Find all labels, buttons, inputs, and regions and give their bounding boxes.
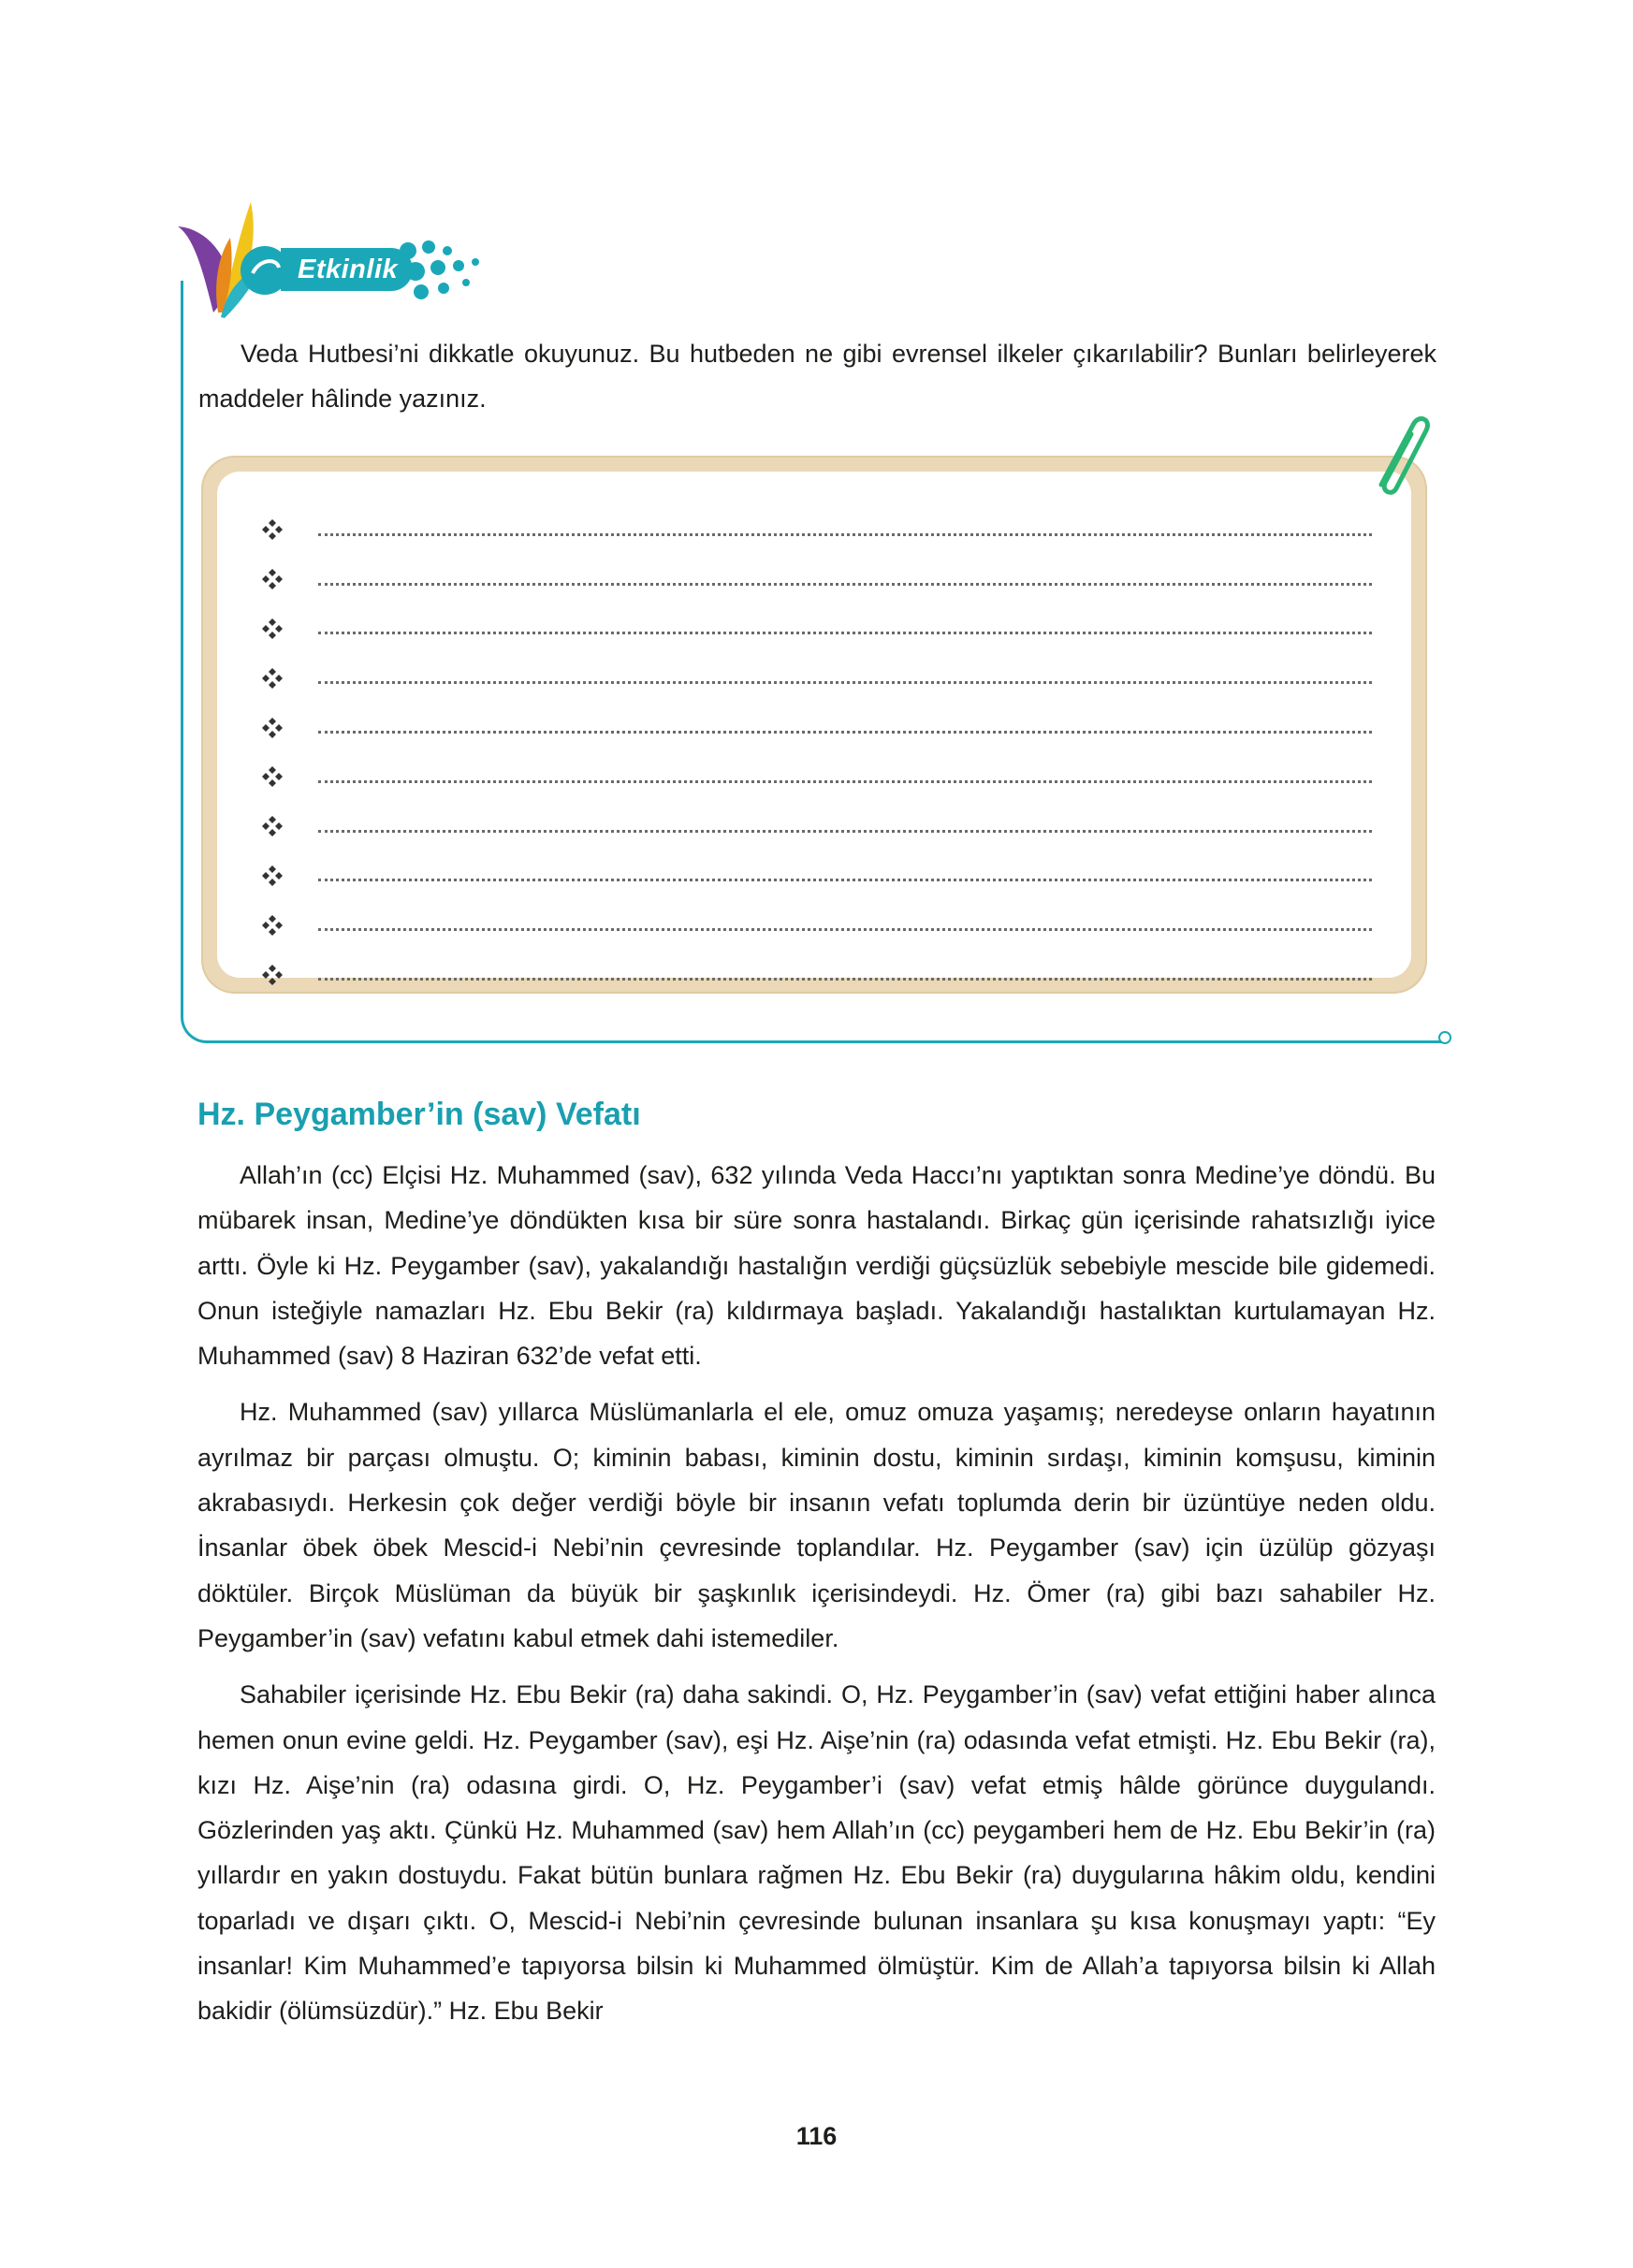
answer-line[interactable] bbox=[262, 703, 1372, 752]
dotted-answer-line[interactable] bbox=[318, 978, 1372, 981]
diamond-bullet-icon bbox=[262, 618, 283, 639]
answer-line[interactable] bbox=[262, 555, 1372, 604]
answer-card bbox=[201, 456, 1427, 994]
answer-line[interactable] bbox=[262, 900, 1372, 950]
diamond-bullet-icon bbox=[262, 816, 283, 836]
section-title: Hz. Peygamber’in (sav) Vefatı bbox=[197, 1097, 641, 1132]
dotted-answer-line[interactable] bbox=[318, 928, 1372, 931]
page-number: 116 bbox=[795, 2122, 838, 2150]
paragraph: Hz. Muhammed (sav) yıllarca Müslümanlarla el ele, omuz omuza yaşamış; neredeyse onların hayatının ayrılmaz bir parçası olmuştu. O; kiminin babası, kiminin dostu, kiminin sırdaşı, kiminin komşusu, kiminin akrabasıydı. Herkesin çok değer verdiği böyle bir insanın vefatı toplumda derin bir üzüntüye neden oldu. İnsanlar öbek öbek Mescid-i Nebi’nin çevresinde toplandılar. Hz. Peygamber (sav) için üzülüp gözyaşı döktüler. Birçok Müslüman da büyük bir şaşkınlık içerisindeydi. Hz. Ömer (ra) gibi bazı sahabiler Hz. Peygamber’in (sav) vefatını kabul etmek dahi istemediler. bbox=[197, 1398, 1436, 1652]
dotted-answer-line[interactable] bbox=[318, 632, 1372, 634]
dotted-answer-line[interactable] bbox=[318, 830, 1372, 833]
dotted-answer-line[interactable] bbox=[318, 731, 1372, 734]
answer-line[interactable] bbox=[262, 604, 1372, 654]
answer-line[interactable] bbox=[262, 950, 1372, 999]
body-text bbox=[197, 1153, 1436, 2045]
answer-line[interactable] bbox=[262, 653, 1372, 703]
diamond-bullet-icon bbox=[262, 519, 283, 540]
dotted-answer-line[interactable] bbox=[318, 583, 1372, 586]
dotted-answer-line[interactable] bbox=[318, 533, 1372, 536]
dotted-answer-line[interactable] bbox=[318, 780, 1372, 783]
diamond-bullet-icon bbox=[262, 569, 283, 589]
paperclip-icon bbox=[1364, 412, 1430, 496]
paragraph: Allah’ın (cc) Elçisi Hz. Muhammed (sav), 632 yılında Veda Haccı’nı yaptıktan sonra Medine’ye döndü. Bu mübarek insan, Medine’ye döndükten kısa bir süre sonra hastalandı. Birkaç gün içerisinde rahatsızlığı iyice arttı. Öyle ki Hz. Peygamber (sav), yakalandığı hastalığın verdiği güçsüzlük sebebiyle mescide bile gidemedi. Onun isteğiyle namazları Hz. Ebu Bekir (ra) kıldırmaya başladı. Yakalandığı hastalıktan kurtulamayan Hz. Muhammed (sav) 8 Haziran 632’de vefat etti. bbox=[197, 1161, 1436, 1371]
diamond-bullet-icon bbox=[262, 668, 283, 689]
activity-instruction: Veda Hutbesi’ni dikkatle okuyunuz. Bu hutbeden ne gibi evrensel ilkeler çıkarılabilir? Bunları belirleyerek maddeler hâlinde yazınız. bbox=[198, 340, 1436, 413]
diamond-bullet-icon bbox=[262, 965, 283, 985]
answer-line[interactable] bbox=[262, 752, 1372, 802]
activity-badge-label: Etkinlik bbox=[281, 248, 413, 291]
dotted-answer-line[interactable] bbox=[318, 879, 1372, 881]
diamond-bullet-icon bbox=[262, 865, 283, 886]
answer-line[interactable] bbox=[262, 505, 1372, 555]
frame-end-dot bbox=[1438, 1031, 1451, 1044]
answer-line[interactable] bbox=[262, 851, 1372, 901]
paragraph: Sahabiler içerisinde Hz. Ebu Bekir (ra) daha sakindi. O, Hz. Peygamber’in (sav) vefat ettiğini haber alınca hemen onun evine geldi. Hz. Peygamber (sav), eşi Hz. Aişe’nin (ra) odasında vefat etmişti. Hz. Ebu Bekir (ra), kızı Hz. Aişe’nin (ra) odasına girdi. O, Hz. Peygamber’i (sav) vefat etmiş hâlde görünce duygulandı. Gözlerinden yaş aktı. Çünkü Hz. Muhammed (sav) hem Allah’ın (cc) peygamberi hem de Hz. Ebu Bekir’in (ra) yıllardır en yakın dostuydu. Fakat bütün bunlara rağmen Hz. Ebu Bekir (ra) duygularına hâkim oldu, kendini toparladı ve dışarı çıktı. O, Mescid-i Nebi’nin çevresinde bulunan insanlara şu kısa konuşmayı yaptı: “Ey insanlar! Kim Muhammed’e tapıyorsa bilsin ki Muhammed ölmüştür. Kim de Allah’a tapıyorsa bilsin ki Allah bakidir (ölümsüzdür).” Hz. Ebu Bekir bbox=[197, 1680, 1436, 2026]
dotted-answer-line[interactable] bbox=[318, 681, 1372, 684]
diamond-bullet-icon bbox=[262, 766, 283, 787]
answer-list bbox=[262, 505, 1372, 999]
diamond-bullet-icon bbox=[262, 718, 283, 738]
answer-line[interactable] bbox=[262, 802, 1372, 851]
answer-card-inner bbox=[217, 472, 1411, 978]
diamond-bullet-icon bbox=[262, 915, 283, 936]
